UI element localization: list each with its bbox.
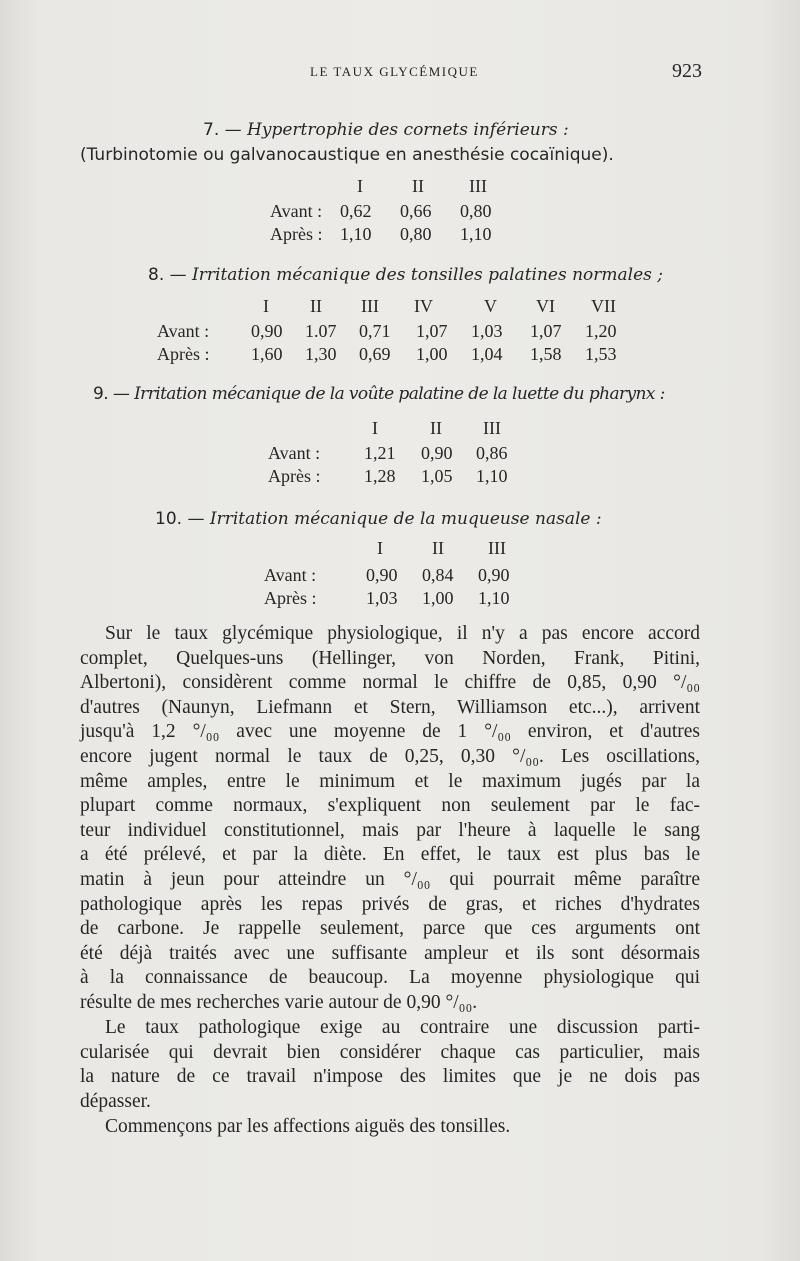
table-cell: 0,90 (251, 321, 283, 341)
page-number: 923 (672, 60, 702, 82)
column-header: III (469, 176, 487, 196)
table-cell: 1,00 (422, 588, 454, 608)
table-cell: 1,53 (585, 344, 617, 364)
text-line: plupart comme normaux, s'expliquent non seulement par le fac- (80, 795, 700, 817)
table-cell: 0,80 (400, 224, 432, 244)
table-cell: 1,30 (305, 344, 337, 364)
table-cell: 1,10 (460, 224, 492, 244)
paragraph-conclusion (80, 1115, 700, 1140)
column-header: III (488, 538, 506, 558)
column-header: V (484, 296, 497, 316)
column-header: I (377, 538, 383, 558)
section-number: 7. (203, 120, 220, 140)
section-number: 10. (155, 509, 183, 529)
table-cell: 1,10 (478, 588, 510, 608)
text-line: encore jugent normal le taux de 0,25, 0,30 °/₀₀. Les oscillations, (80, 745, 700, 767)
text-line: matin à jeun pour atteindre un °/₀₀ qui pourrait même paraître (80, 868, 700, 890)
column-header: II (310, 296, 322, 316)
page-header (0, 60, 800, 90)
text-line: pathologique après les repas privés de gras, et riches d'hydrates (80, 893, 700, 915)
table-cell: 0,90 (478, 565, 510, 585)
section-7-subtitle: (Turbinotomie ou galvanocaustique en anesthésie cocaïnique). (80, 145, 614, 165)
table-cell: 1,10 (340, 224, 372, 244)
text-line: a été prélevé, et par la diète. En effet, le taux est plus bas le (80, 844, 700, 866)
table-cell: 1,03 (366, 588, 398, 608)
section-10-heading: 10. — Irritation mécanique de la muqueuse nasale : (155, 509, 602, 529)
text-line: été déjà traités avec une suffisante ampleur et ils sont désormais (80, 942, 700, 964)
table-cell: 0,86 (476, 443, 508, 463)
table-cell: 1,28 (364, 466, 396, 486)
text-line: cularisée qui devrait bien considérer chaque cas particulier, mais (80, 1041, 700, 1063)
table-cell: 1,58 (530, 344, 562, 364)
text-line: complet, Quelques-uns (Hellinger, von Norden, Frank, Pitini, (80, 647, 700, 669)
row-label: Avant : (270, 201, 323, 221)
text-line: Sur le taux glycémique physiologique, il n'y a pas encore accord (105, 623, 700, 644)
text-line: Albertoni), considèrent comme normal le chiffre de 0,85, 0,90 °/₀₀ (80, 672, 700, 694)
table-cell: 0,80 (460, 201, 492, 221)
column-header: I (357, 176, 363, 196)
text-line: teur individuel constitutionnel, mais par l'heure à laquelle le sang (80, 819, 700, 841)
text-line: Le taux pathologique exige au contraire une discussion parti- (105, 1017, 700, 1038)
table-cell: 1,20 (585, 321, 617, 341)
column-header: IV (414, 296, 433, 316)
column-header: VI (536, 296, 555, 316)
text-line: Commençons par les affections aiguës des tonsilles. (105, 1116, 511, 1137)
table-cell: 1.07 (305, 321, 337, 341)
text-line: d'autres (Naunyn, Liefmann et Stern, Williamson etc...), arrivent (80, 696, 700, 718)
table-cell: 0,71 (359, 321, 391, 341)
column-header: II (430, 418, 442, 438)
table-cell: 1,07 (416, 321, 448, 341)
table-cell: 1,21 (364, 443, 396, 463)
table-cell: 1,07 (530, 321, 562, 341)
text-line: même amples, entre le minimum et le maximum jugés par la (80, 770, 700, 792)
text-line: à la connaissance de beaucoup. La moyenne physiologique qui (80, 967, 700, 989)
section-9-heading: 9. — Irritation mécanique de la voûte palatine de la luette du pharynx : (93, 384, 665, 404)
column-header: I (372, 418, 378, 438)
text-line: de carbone. Je rappelle seulement, parce que ces arguments ont (80, 918, 700, 940)
table-cell: 0,90 (366, 565, 398, 585)
column-header: III (483, 418, 501, 438)
row-label: Après : (264, 588, 317, 608)
section-title: Irritation mécanique de la voûte palatine de la luette du pharynx : (134, 384, 665, 404)
section-title: Irritation mécanique de la muqueuse nasale : (209, 509, 602, 529)
table-cell: 0,84 (422, 565, 454, 585)
row-label: Avant : (268, 443, 321, 463)
column-header: II (432, 538, 444, 558)
text-line: résulte de mes recherches varie autour de 0,90 °/₀₀. (80, 991, 478, 1013)
text-line: jusqu'à 1,2 °/₀₀ avec une moyenne de 1 °/₀₀ environ, et d'autres (80, 721, 700, 743)
table-cell: 0,90 (421, 443, 453, 463)
column-header: VII (591, 296, 616, 316)
text-line: dépasser. (80, 1090, 151, 1112)
section-number: 9. (93, 384, 109, 404)
row-label: Avant : (157, 321, 210, 341)
column-header: II (412, 176, 424, 196)
table-cell: 0,66 (400, 201, 432, 221)
table-cell: 1,05 (421, 466, 453, 486)
section-7-heading: 7. — Hypertrophie des cornets inférieurs : (203, 120, 569, 140)
running-title: LE TAUX GLYCÉMIQUE (310, 64, 479, 79)
section-title: Irritation mécanique des tonsilles palatines normales ; (192, 265, 664, 285)
section-title: Hypertrophie des cornets inférieurs : (247, 120, 569, 140)
table-cell: 0,62 (340, 201, 372, 221)
table-cell: 0,69 (359, 344, 391, 364)
table-cell: 1,10 (476, 466, 508, 486)
row-label: Après : (157, 344, 210, 364)
row-label: Avant : (264, 565, 317, 585)
paragraph-taux-pathologique (80, 1016, 700, 1114)
row-label: Après : (270, 224, 323, 244)
row-label: Après : (268, 466, 321, 486)
table-cell: 1,03 (471, 321, 503, 341)
column-header: I (263, 296, 269, 316)
table-cell: 1,00 (416, 344, 448, 364)
paragraph-taux-physiologique (80, 622, 700, 1016)
text-line: la nature de ce travail n'impose des limites que je ne dois pas (80, 1066, 700, 1088)
section-8-heading: 8. — Irritation mécanique des tonsilles palatines normales ; (148, 265, 664, 285)
table-cell: 1,60 (251, 344, 283, 364)
section-number: 8. (148, 265, 165, 285)
table-cell: 1,04 (471, 344, 503, 364)
column-header: III (361, 296, 379, 316)
